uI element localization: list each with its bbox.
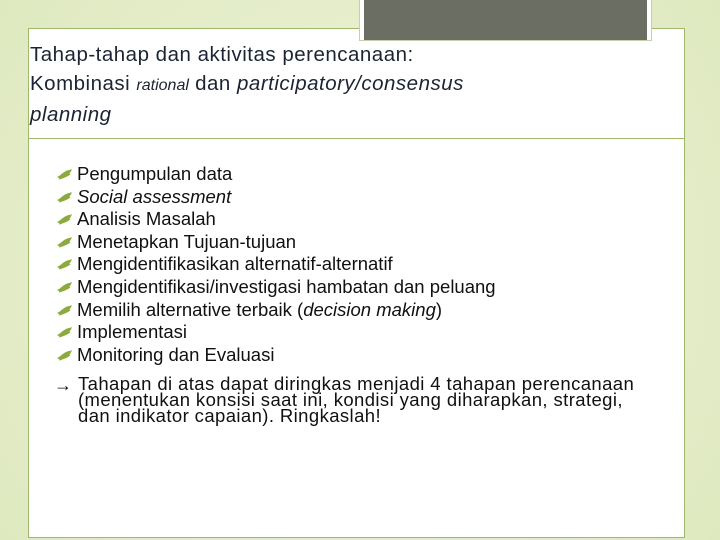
bullet-text: Memilih alternative terbaik ( <box>77 298 304 320</box>
summary-text: Tahapan di atas dapat diringkas menjadi 4 tahapan perencanaan (menentukan konsisi saat ini, kondisi yang diharapkan, strategi, dan indikator capaian). Ringkaslah! <box>78 373 635 426</box>
decorative-top-bar <box>360 0 651 40</box>
swirl-bullet-icon <box>56 281 73 293</box>
bullet-text: Mengidentifikasi/investigasi hambatan dan peluang <box>77 275 496 297</box>
bullet-text: Analisis Masalah <box>77 208 216 230</box>
slide-title <box>30 40 620 129</box>
title-text-rational: rational <box>136 77 189 94</box>
bullet-text: Menetapkan Tujuan-tujuan <box>77 230 297 252</box>
title-text: Kombinasi <box>30 72 137 95</box>
list-item <box>56 231 496 254</box>
list-item <box>56 253 496 276</box>
swirl-bullet-icon <box>56 326 73 338</box>
title-line-2 <box>30 69 620 100</box>
title-line-3: planning <box>30 103 112 126</box>
swirl-bullet-icon <box>56 236 73 248</box>
swirl-bullet-icon <box>56 213 73 225</box>
title-divider <box>28 138 685 139</box>
bullet-text: Pengumpulan data <box>77 163 233 184</box>
bullet-text-italic: decision making <box>303 298 436 320</box>
swirl-bullet-icon <box>56 304 73 316</box>
swirl-bullet-icon <box>56 349 73 361</box>
arrow-right-icon: → <box>54 375 72 395</box>
bullet-text: Implementasi <box>77 321 188 343</box>
bullet-text: Social assessment <box>77 185 232 207</box>
list-item <box>56 208 496 231</box>
bullet-text: Mengidentifikasikan alternatif-alternatif <box>77 253 393 275</box>
title-line-1: Tahap-tahap dan aktivitas perencanaan: <box>30 43 414 66</box>
bullet-list <box>56 163 496 366</box>
list-item <box>56 186 496 209</box>
list-item <box>56 276 496 299</box>
title-text: dan <box>188 72 238 95</box>
list-item <box>56 299 496 322</box>
list-item <box>56 321 496 344</box>
swirl-bullet-icon <box>56 168 73 180</box>
bullet-text: ) <box>435 298 443 320</box>
bullet-text: Monitoring dan Evaluasi <box>77 343 275 365</box>
swirl-bullet-icon <box>56 191 73 203</box>
title-text-participatory: participatory/consensus <box>237 72 464 95</box>
swirl-bullet-icon <box>56 258 73 270</box>
list-item <box>56 163 496 186</box>
list-item <box>56 344 496 367</box>
